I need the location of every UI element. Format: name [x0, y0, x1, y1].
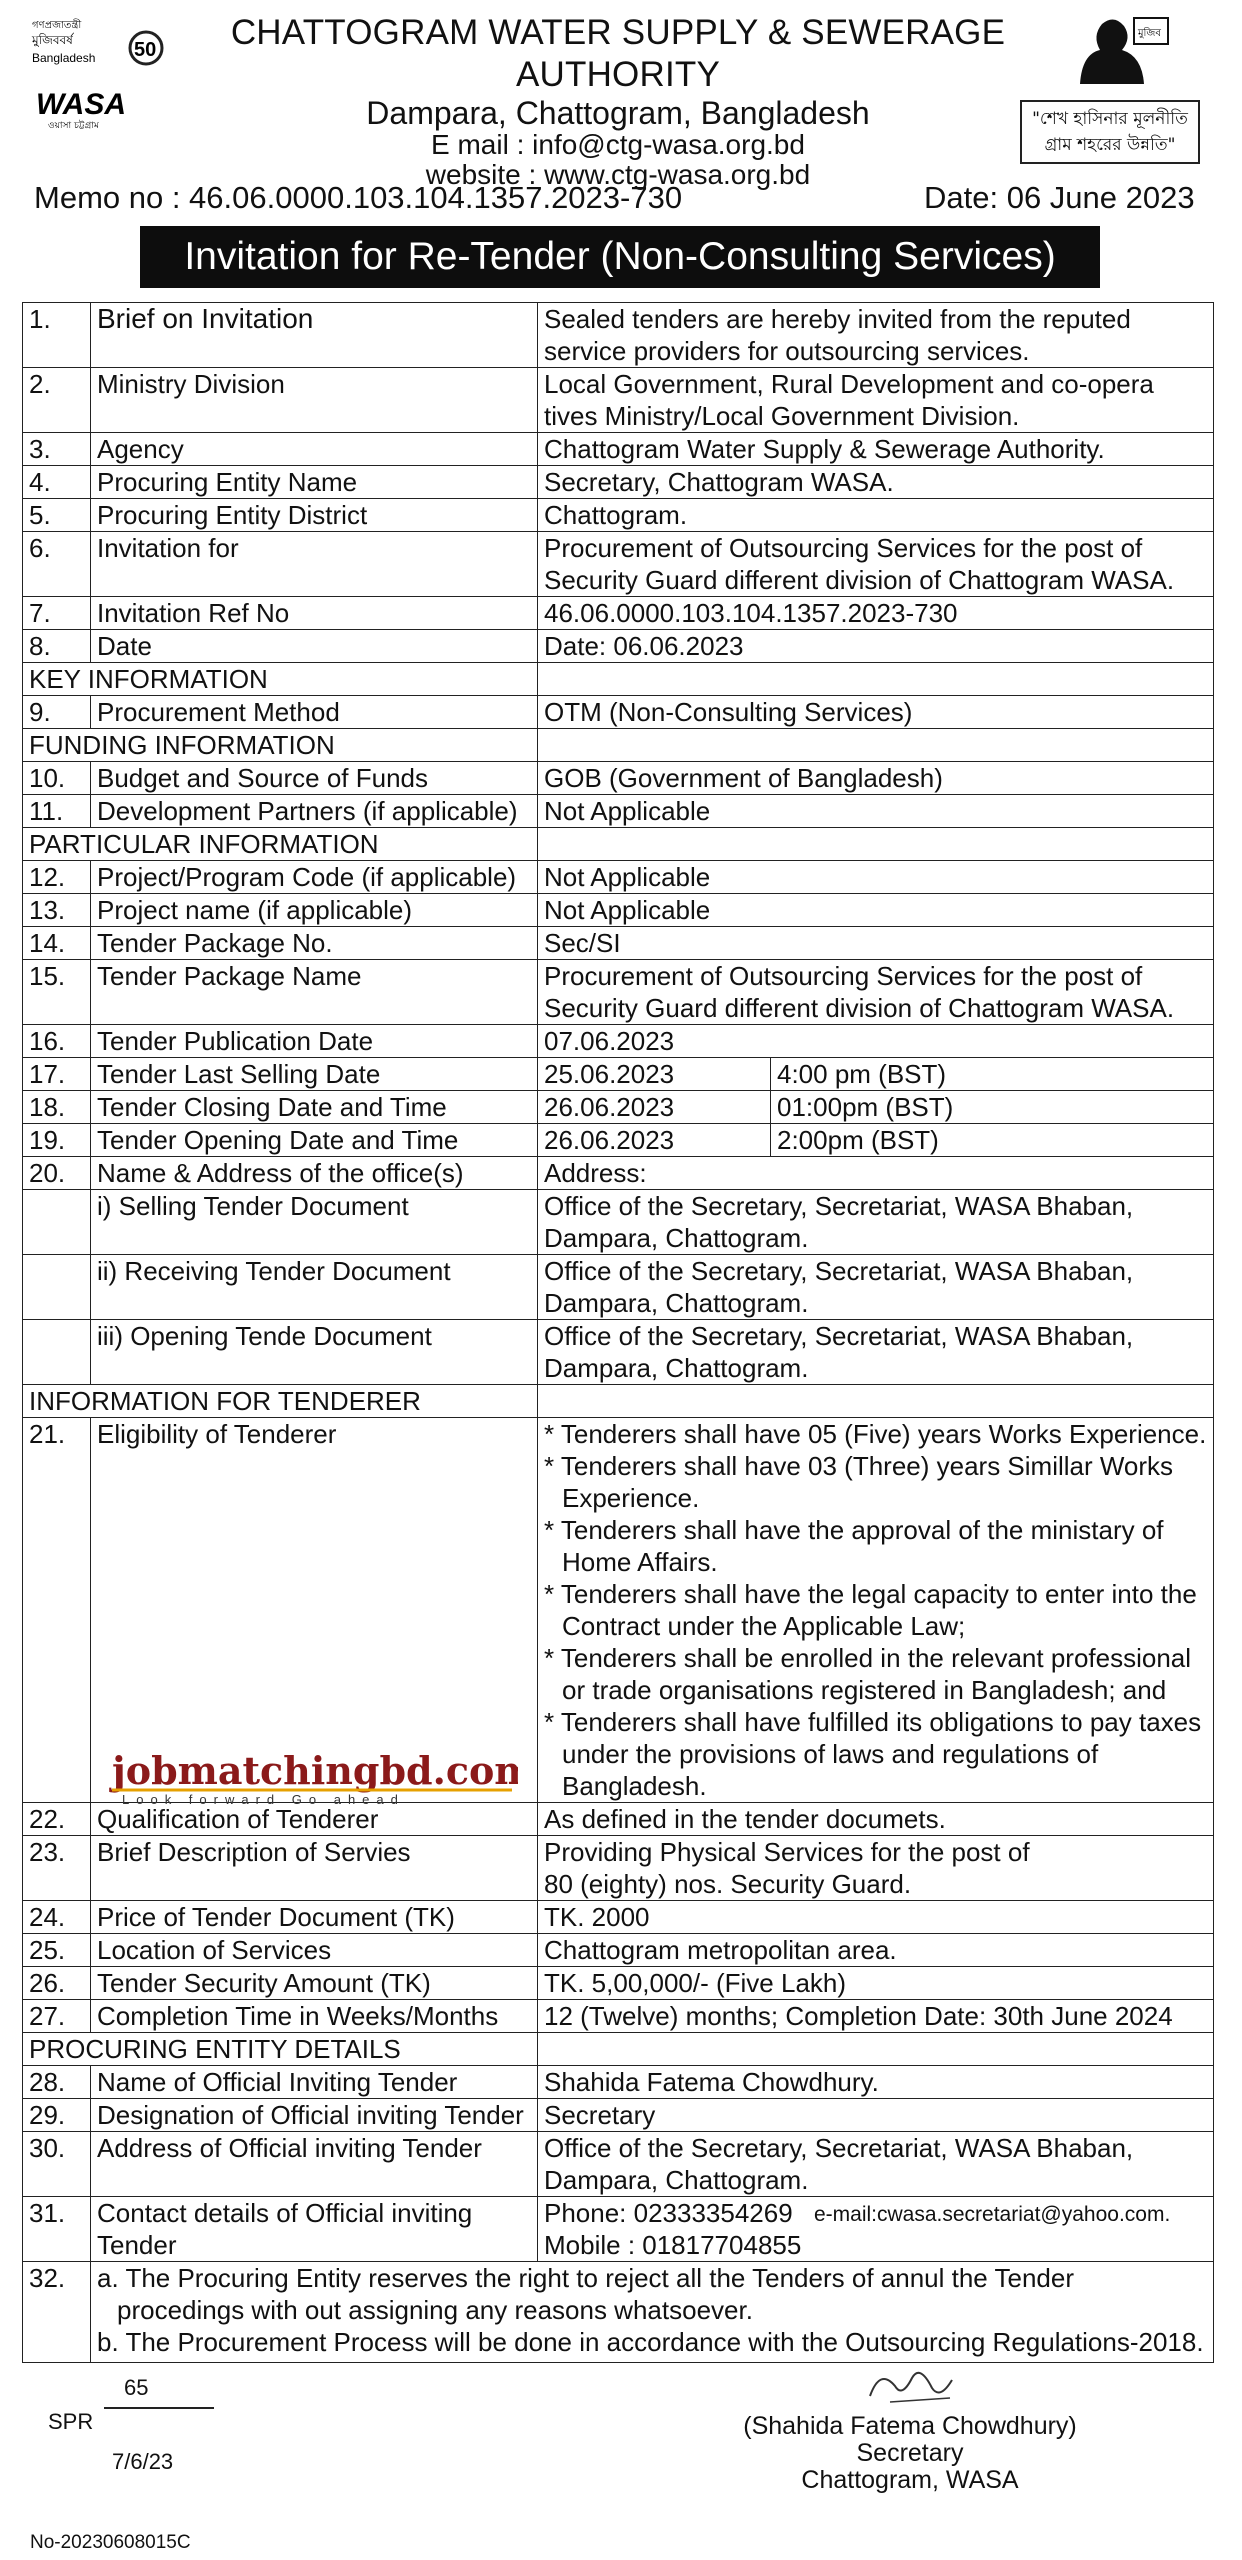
svg-text:jobmatchingbd.com: jobmatchingbd.com: [112, 1748, 518, 1793]
memo-date: Date: 06 June 2023: [924, 180, 1195, 215]
table-row: 22. Qualification of Tenderer As defined in the tender documets.: [23, 1803, 1214, 1836]
table-row: 4. Procuring Entity Name Secretary, Chattogram WASA.: [23, 466, 1214, 499]
svg-text:Bangladesh: Bangladesh: [32, 51, 96, 65]
svg-text:Look forward Go ahead: Look forward Go ahead: [122, 1792, 405, 1807]
table-row: 8. Date Date: 06.06.2023: [23, 630, 1214, 663]
signature-mark: [840, 2358, 980, 2408]
svg-text:গণপ্রজাতন্ত্রী: গণপ্রজাতন্ত্রী: [32, 20, 82, 31]
section-heading: INFORMATION FOR TENDERER: [23, 1385, 1214, 1418]
eligibility-item: * Tenderers shall have fulfilled its obligations to pay taxes under the provisions of laws and regulations of Bangladesh.: [544, 1707, 1202, 1801]
time-value: 4:00 pm (BST): [777, 1059, 947, 1089]
table-row: 14. Tender Package No. Sec/SI: [23, 927, 1214, 960]
spr-stamp: [48, 2375, 218, 2475]
table-row: 26. Tender Security Amount (TK) TK. 5,00,000/- (Five Lakh): [23, 1967, 1214, 2000]
mobile-number: Mobile : 01817704855: [544, 2230, 802, 2260]
svg-text:মুজিব: মুজিব: [1138, 28, 1161, 39]
date-value: 26.06.2023: [544, 1124, 771, 1156]
government-logo: [28, 14, 168, 74]
organization-website: website : www.ctg-wasa.org.bd: [425, 159, 811, 190]
memo-number: Memo no : 46.06.0000.103.104.1357.2023-730: [34, 180, 683, 215]
note-a: a. The Procuring Entity reserves the right to reject all the Tenders of annul the Tender procedings with out assigning any reasons whatsoever.: [97, 2263, 1075, 2325]
svg-text:মুজিববর্ষ: মুজিববর্ষ: [32, 33, 73, 47]
time-value: 2:00pm (BST): [777, 1125, 939, 1155]
portrait-image: [1062, 14, 1172, 86]
table-row: 16. Tender Publication Date 07.06.2023: [23, 1025, 1214, 1058]
eligibility-item: * Tenderers shall have the legal capacity to enter into the Contract under the Applicable Law;: [544, 1579, 1197, 1641]
table-row: 13. Project name (if applicable) Not Applicable: [23, 894, 1214, 927]
spr-number: 65: [124, 2375, 149, 2400]
reference-number: No-20230608015C: [30, 2532, 191, 2553]
table-row: 18. Tender Closing Date and Time 26.06.2023 01:00pm (BST): [23, 1091, 1214, 1124]
signatory-name: (Shahida Fatema Chowdhury): [743, 2412, 1077, 2440]
table-row: 3. Agency Chattogram Water Supply & Sewerage Authority.: [23, 433, 1214, 466]
organization-email: E mail : info@ctg-wasa.org.bd: [431, 129, 805, 160]
table-row: 28. Name of Official Inviting Tender Shahida Fatema Chowdhury.: [23, 2066, 1214, 2099]
table-row: 10. Budget and Source of Funds GOB (Government of Bangladesh): [23, 762, 1214, 795]
table-row: 31. Contact details of Official inviting Tender Phone: 02333354269 Mobile : 01817704855 e-mail:cwasa.secretariat@yahoo.com.: [23, 2197, 1214, 2262]
section-heading: PROCURING ENTITY DETAILS: [23, 2033, 1214, 2066]
table-row: iii) Opening Tende Document Office of the Secretary, Secretariat, WASA Bhaban, Dampara, Chattogram.: [23, 1320, 1214, 1385]
svg-text:ওয়াসা চট্টগ্রাম: ওয়াসা চট্টগ্রাম: [48, 121, 99, 130]
table-row: 23. Brief Description of Servies Providing Physical Services for the post of 80 (eighty) nos. Security Guard.: [23, 1836, 1214, 1901]
section-heading: KEY INFORMATION: [23, 663, 1214, 696]
table-row: i) Selling Tender Document Office of the Secretary, Secretariat, WASA Bhaban, Dampara, Chattogram.: [23, 1190, 1214, 1255]
svg-text:50: 50: [134, 39, 157, 61]
letterhead: [0, 0, 1242, 200]
table-row: 24. Price of Tender Document (TK) TK. 2000: [23, 1901, 1214, 1934]
table-row: 21. Eligibility of Tenderer * Tenderers shall have 05 (Five) years Works Experience. * Tenderers shall have 03 (Three) years Simillar Works Experience. * Tenderers shall have the approval of the ministary of Home Affairs. * Tenderers shall have the legal capacity to enter into the Contract under the Applicable Law; * Tenderers shall be enrolled in the relevant professional or trade organisations registered in Bangladesh; and * Tenderers shall have fulfilled its obligations to pay taxes under the provisions of laws and regulations of Bangladesh.: [23, 1418, 1214, 1803]
spr-label: SPR: [48, 2409, 94, 2434]
table-row: 25. Location of Services Chattogram metropolitan area.: [23, 1934, 1214, 1967]
section-heading: FUNDING INFORMATION: [23, 729, 1214, 762]
svg-text:WASA: WASA: [36, 88, 126, 121]
signatory-title: Secretary: [856, 2439, 964, 2467]
note-b: b. The Procurement Process will be done in accordance with the Outsourcing Regulations-2018.: [97, 2327, 1204, 2357]
organization-name: CHATTOGRAM WATER SUPPLY & SEWERAGE AUTHORITY: [230, 13, 1006, 94]
table-row: 7. Invitation Ref No 46.06.0000.103.104.1357.2023-730: [23, 597, 1214, 630]
spr-date: 7/6/23: [112, 2449, 174, 2474]
slogan-box: "শেখ হাসিনার মূলনীতি গ্রাম শহরের উন্নতি": [1020, 100, 1200, 164]
section-heading: PARTICULAR INFORMATION: [23, 828, 1214, 861]
eligibility-item: * Tenderers shall have the approval of the ministary of Home Affairs.: [544, 1515, 1164, 1577]
table-row: 15. Tender Package Name Procurement of Outsourcing Services for the post of Security Guard different division of Chattogram WASA.: [23, 960, 1214, 1025]
eligibility-item: * Tenderers shall have 03 (Three) years Simillar Works Experience.: [544, 1451, 1174, 1513]
table-row: 1. Brief on Invitation Sealed tenders are hereby invited from the reputed service providers for outsourcing services.: [23, 303, 1214, 368]
document-title: Invitation for Re-Tender (Non-Consulting Services): [140, 226, 1100, 288]
contact-email: e-mail:cwasa.secretariat@yahoo.com.: [814, 2203, 1171, 2226]
table-row: 19. Tender Opening Date and Time 26.06.2023 2:00pm (BST): [23, 1124, 1214, 1157]
date-value: 26.06.2023: [544, 1091, 771, 1123]
watermark-logo: [108, 1748, 518, 1808]
table-row: 29. Designation of Official inviting Tender Secretary: [23, 2099, 1214, 2132]
table-row: 20. Name & Address of the office(s) Address:: [23, 1157, 1214, 1190]
eligibility-item: * Tenderers shall have 05 (Five) years Works Experience.: [544, 1419, 1207, 1449]
table-row: 27. Completion Time in Weeks/Months 12 (Twelve) months; Completion Date: 30th June 2024: [23, 2000, 1214, 2033]
eligibility-item: * Tenderers shall be enrolled in the relevant professional or trade organisations registered in Bangladesh; and: [544, 1643, 1192, 1705]
date-value: 25.06.2023: [544, 1058, 771, 1090]
table-row: ii) Receiving Tender Document Office of the Secretary, Secretariat, WASA Bhaban, Dampara, Chattogram.: [23, 1255, 1214, 1320]
signatory-org: Chattogram, WASA: [801, 2466, 1019, 2494]
table-row: 5. Procuring Entity District Chattogram.: [23, 499, 1214, 532]
tender-table: [22, 302, 1214, 2363]
phone-number: Phone: 02333354269: [544, 2198, 793, 2228]
table-row: 32. a. The Procuring Entity reserves the right to reject all the Tenders of annul the Tender procedings with out assigning any reasons whatsoever. b. The Procurement Process will be done in accordance with the Outsourcing Regulations-2018.: [23, 2262, 1214, 2363]
table-row: 9. Procurement Method OTM (Non-Consulting Services): [23, 696, 1214, 729]
time-value: 01:00pm (BST): [777, 1092, 954, 1122]
table-row: 30. Address of Official inviting Tender Office of the Secretary, Secretariat, WASA Bhaban, Dampara, Chattogram.: [23, 2132, 1214, 2197]
signature-block: [700, 2358, 1120, 2494]
table-row: 2. Ministry Division Local Government, Rural Development and co-opera tives Ministry/Local Government Division.: [23, 368, 1214, 433]
table-row: 17. Tender Last Selling Date 25.06.2023 4:00 pm (BST): [23, 1058, 1214, 1091]
table-row: 11. Development Partners (if applicable) Not Applicable: [23, 795, 1214, 828]
table-row: 12. Project/Program Code (if applicable) Not Applicable: [23, 861, 1214, 894]
organization-address: Dampara, Chattogram, Bangladesh: [366, 95, 870, 131]
wasa-logo: [36, 86, 156, 130]
table-row: 6. Invitation for Procurement of Outsourcing Services for the post of Security Guard different division of Chattogram WASA.: [23, 532, 1214, 597]
